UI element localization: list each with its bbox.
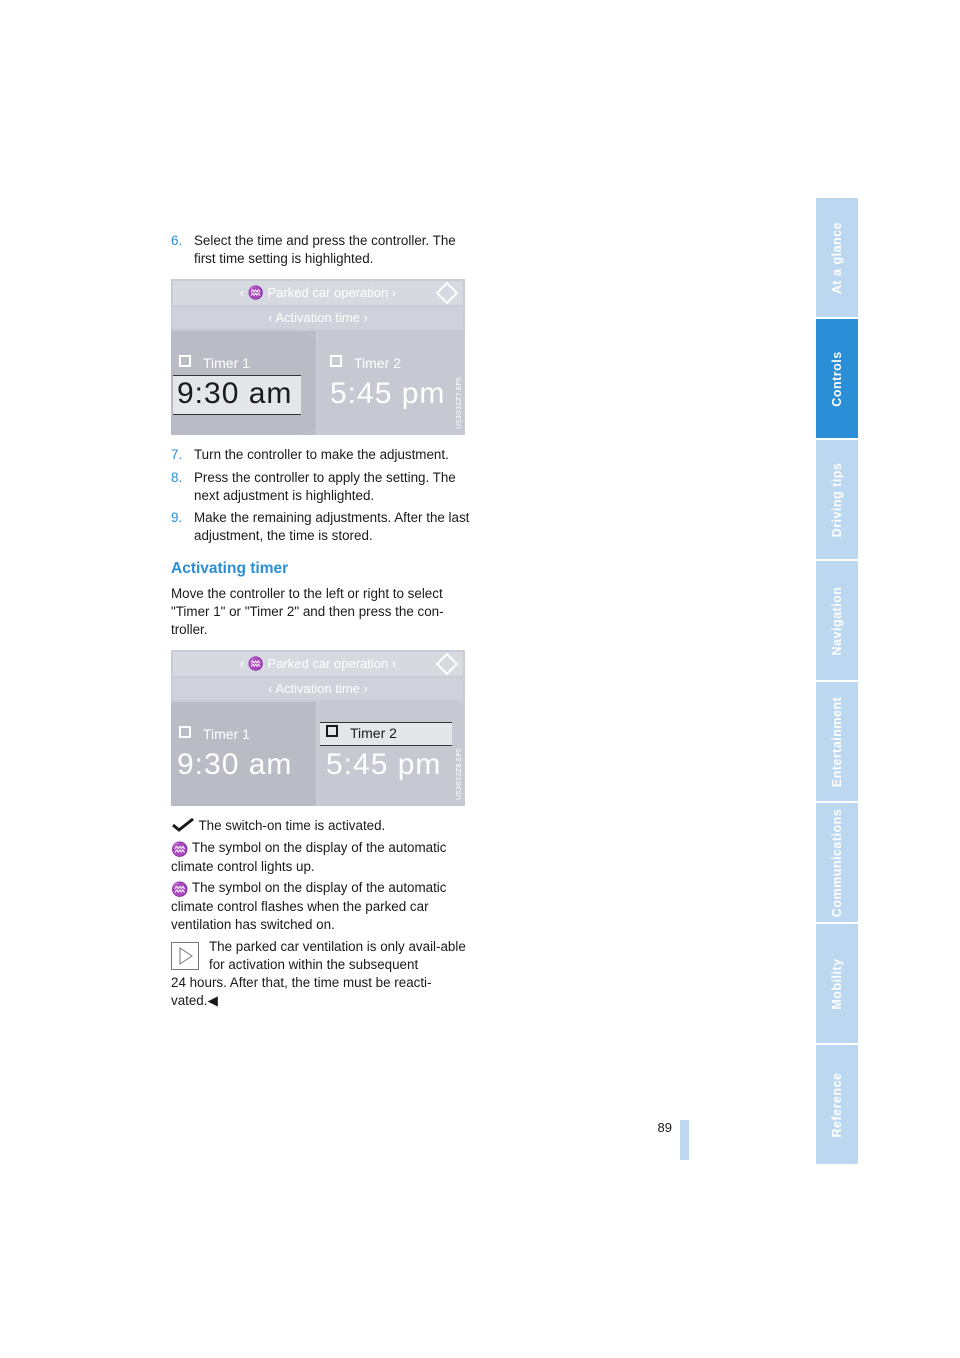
tab-mobility[interactable]: Mobility xyxy=(816,924,858,1043)
submenu-bar xyxy=(173,678,463,700)
step-number: 6. xyxy=(171,233,183,248)
tab-at-a-glance[interactable]: At a glance xyxy=(816,198,858,317)
checkbox-icon xyxy=(330,355,342,367)
symbol-flashes-text: The symbol on the display of the automatic climate control flashes when the parked car ventilation has switched on. xyxy=(171,880,447,932)
step-9 xyxy=(171,509,471,545)
tab-communications[interactable]: Communications xyxy=(816,803,858,922)
menu-title-bar xyxy=(173,652,463,676)
checkbox-icon xyxy=(179,726,191,738)
check-text: The switch-on time is activated. xyxy=(198,818,386,833)
check-line xyxy=(171,817,467,835)
tab-reference[interactable]: Reference xyxy=(816,1045,858,1164)
timer-1-label: Timer 1 xyxy=(179,726,250,742)
step-6 xyxy=(171,232,471,268)
timer-1-time-highlight xyxy=(173,375,301,415)
step-number: 8. xyxy=(171,470,183,485)
note-icon xyxy=(171,942,199,970)
symbol-flashes-paragraph xyxy=(171,879,467,934)
menu-title: ‹ ♒ Parked car operation › xyxy=(239,656,397,671)
figure-code: US3032Z7.EPS xyxy=(455,377,463,429)
step-text: Select the time and press the controller. The first time setting is highlighted. xyxy=(194,233,456,266)
tab-driving-tips[interactable]: Driving tips xyxy=(816,440,858,559)
tab-controls[interactable]: Controls xyxy=(816,319,858,438)
ventilation-icon: ♒ xyxy=(171,881,189,897)
step-text: Press the controller to apply the setting. The next adjustment is highlighted. xyxy=(194,470,456,503)
submenu-title: ‹ Activation time › xyxy=(268,310,368,325)
display-screenshot-2 xyxy=(171,650,465,806)
step-text: Turn the controller to make the adjustment. xyxy=(194,447,449,462)
note-text-rest: 24 hours. After that, the time must be reacti-vated.◀ xyxy=(171,975,432,1008)
submenu-title: ‹ Activation time › xyxy=(268,681,368,696)
symbol-lights-text: The symbol on the display of the automatic climate control lights up. xyxy=(171,840,447,874)
section-paragraph: Move the controller to the left or right to select "Timer 1" or "Timer 2" and then press the con-troller. xyxy=(171,586,444,637)
timer-2-time: 5:45 pm xyxy=(330,377,446,410)
checkbox-icon xyxy=(326,725,338,737)
menu-title-bar xyxy=(173,281,463,305)
step-8 xyxy=(171,469,471,505)
triangle-icon xyxy=(172,943,198,969)
timer-1-time: 9:30 am xyxy=(177,748,293,781)
tab-navigation[interactable]: Navigation xyxy=(816,561,858,680)
checkmark-icon xyxy=(171,818,195,832)
ventilation-icon: ♒ xyxy=(171,841,189,857)
timer-2-label: Timer 2 xyxy=(326,725,397,741)
checkbox-icon xyxy=(179,355,191,367)
menu-title: ‹ ♒ Parked car operation › xyxy=(239,285,397,300)
timer-2-time: 5:45 pm xyxy=(326,748,442,781)
figure-code: US3032Z8.EPS xyxy=(455,748,463,800)
tab-entertainment[interactable]: Entertainment xyxy=(816,682,858,801)
section-heading: Activating timer xyxy=(171,560,289,577)
timer-1-pane xyxy=(171,702,316,806)
timer-2-label-highlight xyxy=(320,722,452,746)
step-7 xyxy=(171,446,471,464)
timer-1-time: 9:30 am xyxy=(177,377,293,410)
step-number: 9. xyxy=(171,510,183,525)
timer-2-pane xyxy=(318,702,465,806)
step-text: Make the remaining adjustments. After the last adjustment, the time is stored. xyxy=(194,510,470,543)
timer-1-label: Timer 1 xyxy=(179,355,250,371)
note-text-first: The parked car ventilation is only avail-able for activation within the subsequent xyxy=(209,939,466,972)
timer-2-label: Timer 2 xyxy=(330,355,401,371)
symbol-lights-paragraph xyxy=(171,839,467,876)
submenu-bar xyxy=(173,307,463,329)
page-number: 89 xyxy=(657,1120,672,1135)
page-number-bar xyxy=(680,1120,689,1160)
display-screenshot-1 xyxy=(171,279,465,435)
chapter-tabs xyxy=(816,198,858,1166)
timer-2-pane xyxy=(318,331,465,435)
step-number: 7. xyxy=(171,447,183,462)
